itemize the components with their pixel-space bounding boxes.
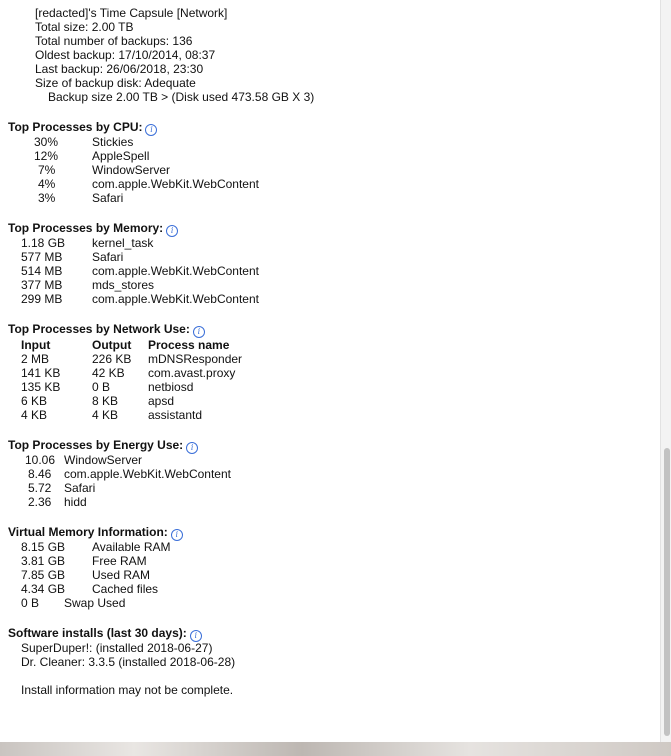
- vm-label: Free RAM: [92, 554, 147, 568]
- list-item: [0, 481, 400, 495]
- energy-section-heading: [8, 438, 198, 452]
- network-output: 226 KB: [92, 352, 132, 366]
- vm-heading-text: Virtual Memory Information:: [8, 525, 168, 539]
- network-output: 42 KB: [92, 366, 125, 380]
- cpu-heading-text: Top Processes by CPU:: [8, 120, 143, 134]
- memory-value: 514 MB: [21, 264, 63, 278]
- table-row: [0, 352, 400, 366]
- software-heading-text: Software installs (last 30 days):: [8, 626, 187, 640]
- cpu-percent: 4%: [38, 177, 56, 191]
- cpu-percent: 12%: [34, 149, 59, 163]
- vm-label: Used RAM: [92, 568, 151, 582]
- network-input: 4 KB: [21, 408, 48, 422]
- backup-last: Last backup: 26/06/2018, 23:30: [35, 62, 204, 76]
- vertical-scrollbar[interactable]: [660, 0, 671, 742]
- memory-value: 377 MB: [21, 278, 63, 292]
- vm-value: 7.85 GB: [21, 568, 66, 582]
- network-output: 0 B: [92, 380, 111, 394]
- network-heading-text: Top Processes by Network Use:: [8, 322, 190, 336]
- process-name: mDNSResponder: [148, 352, 243, 366]
- process-name: WindowServer: [64, 453, 143, 467]
- info-icon[interactable]: i: [186, 442, 198, 454]
- list-item: [0, 177, 400, 191]
- list-item: [0, 582, 400, 596]
- info-icon[interactable]: i: [166, 225, 178, 237]
- column-header-output: Output: [92, 338, 132, 352]
- list-item: [0, 540, 400, 554]
- scrollbar-thumb[interactable]: [664, 448, 670, 736]
- energy-value: 2.36: [28, 495, 52, 509]
- list-item: [0, 236, 400, 250]
- info-icon[interactable]: i: [171, 529, 183, 541]
- list-item: [0, 453, 400, 467]
- list-item: [0, 264, 400, 278]
- vm-section-heading: [8, 525, 183, 539]
- info-icon[interactable]: i: [145, 124, 157, 136]
- energy-value: 5.72: [28, 481, 52, 495]
- table-row: [0, 380, 400, 394]
- process-name: Safari: [64, 481, 96, 495]
- network-input: 141 KB: [21, 366, 61, 380]
- backup-disk-size: Size of backup disk: Adequate: [35, 76, 196, 90]
- process-name: Safari: [92, 250, 124, 264]
- backup-oldest: Oldest backup: 17/10/2014, 08:37: [35, 48, 216, 62]
- process-name: apsd: [148, 394, 175, 408]
- column-header-input: Input: [21, 338, 51, 352]
- vm-label: Swap Used: [64, 596, 126, 610]
- memory-value: 299 MB: [21, 292, 63, 306]
- energy-value: 10.06: [25, 453, 56, 467]
- network-section-heading: [8, 322, 205, 336]
- vm-value: 4.34 GB: [21, 582, 66, 596]
- table-row: [0, 366, 400, 380]
- vm-label: Cached files: [92, 582, 159, 596]
- process-name: hidd: [64, 495, 87, 509]
- network-input: 2 MB: [21, 352, 50, 366]
- vm-value: 8.15 GB: [21, 540, 66, 554]
- list-item: [0, 596, 400, 610]
- energy-heading-text: Top Processes by Energy Use:: [8, 438, 184, 452]
- backup-total-size: Total size: 2.00 TB: [35, 20, 134, 34]
- list-item: [0, 467, 400, 481]
- energy-value: 8.46: [28, 467, 52, 481]
- process-name: mds_stores: [92, 278, 155, 292]
- memory-heading-text: Top Processes by Memory:: [8, 221, 164, 235]
- cpu-section-heading: [8, 120, 157, 134]
- backup-title: [redacted]'s Time Capsule [Network]: [35, 6, 228, 20]
- software-item: Dr. Cleaner: 3.3.5 (installed 2018-06-28): [21, 655, 236, 669]
- backup-total-count: Total number of backups: 136: [35, 34, 193, 48]
- process-name: assistantd: [148, 408, 203, 422]
- list-item: [0, 149, 400, 163]
- cpu-percent: 30%: [34, 135, 59, 149]
- memory-section-heading: [8, 221, 178, 235]
- list-item: [0, 250, 400, 264]
- backup-size-detail: Backup size 2.00 TB > (Disk used 473.58 GB X 3): [48, 90, 315, 104]
- vm-value: 3.81 GB: [21, 554, 66, 568]
- network-input: 6 KB: [21, 394, 48, 408]
- vm-label: Available RAM: [92, 540, 171, 554]
- list-item: [0, 135, 400, 149]
- desktop-background: [0, 742, 671, 756]
- process-name: com.apple.WebKit.WebContent: [92, 292, 259, 306]
- cpu-percent: 3%: [38, 191, 56, 205]
- memory-value: 577 MB: [21, 250, 63, 264]
- process-name: Stickies: [92, 135, 134, 149]
- memory-value: 1.18 GB: [21, 236, 66, 250]
- process-name: AppleSpell: [92, 149, 150, 163]
- process-name: com.apple.WebKit.WebContent: [92, 177, 259, 191]
- software-note: Install information may not be complete.: [21, 683, 234, 697]
- list-item: [0, 163, 400, 177]
- cpu-percent: 7%: [38, 163, 56, 177]
- info-icon[interactable]: i: [193, 326, 205, 338]
- network-output: 4 KB: [92, 408, 119, 422]
- network-output: 8 KB: [92, 394, 119, 408]
- table-row: [0, 408, 400, 422]
- process-name: com.avast.proxy: [148, 366, 236, 380]
- list-item: [0, 568, 400, 582]
- software-section-heading: [8, 626, 202, 640]
- process-name: netbiosd: [148, 380, 194, 394]
- process-name: com.apple.WebKit.WebContent: [64, 467, 231, 481]
- column-header-process: Process name: [148, 338, 230, 352]
- vm-value: 0 B: [21, 596, 40, 610]
- list-item: [0, 278, 400, 292]
- info-icon[interactable]: i: [190, 630, 202, 642]
- software-item: SuperDuper!: (installed 2018-06-27): [21, 641, 213, 655]
- list-item: [0, 495, 400, 509]
- process-name: WindowServer: [92, 163, 171, 177]
- list-item: [0, 292, 400, 306]
- network-input: 135 KB: [21, 380, 61, 394]
- network-column-headers: [0, 338, 400, 352]
- list-item: [0, 191, 400, 205]
- process-name: Safari: [92, 191, 124, 205]
- list-item: [0, 554, 400, 568]
- process-name: com.apple.WebKit.WebContent: [92, 264, 259, 278]
- process-name: kernel_task: [92, 236, 154, 250]
- table-row: [0, 394, 400, 408]
